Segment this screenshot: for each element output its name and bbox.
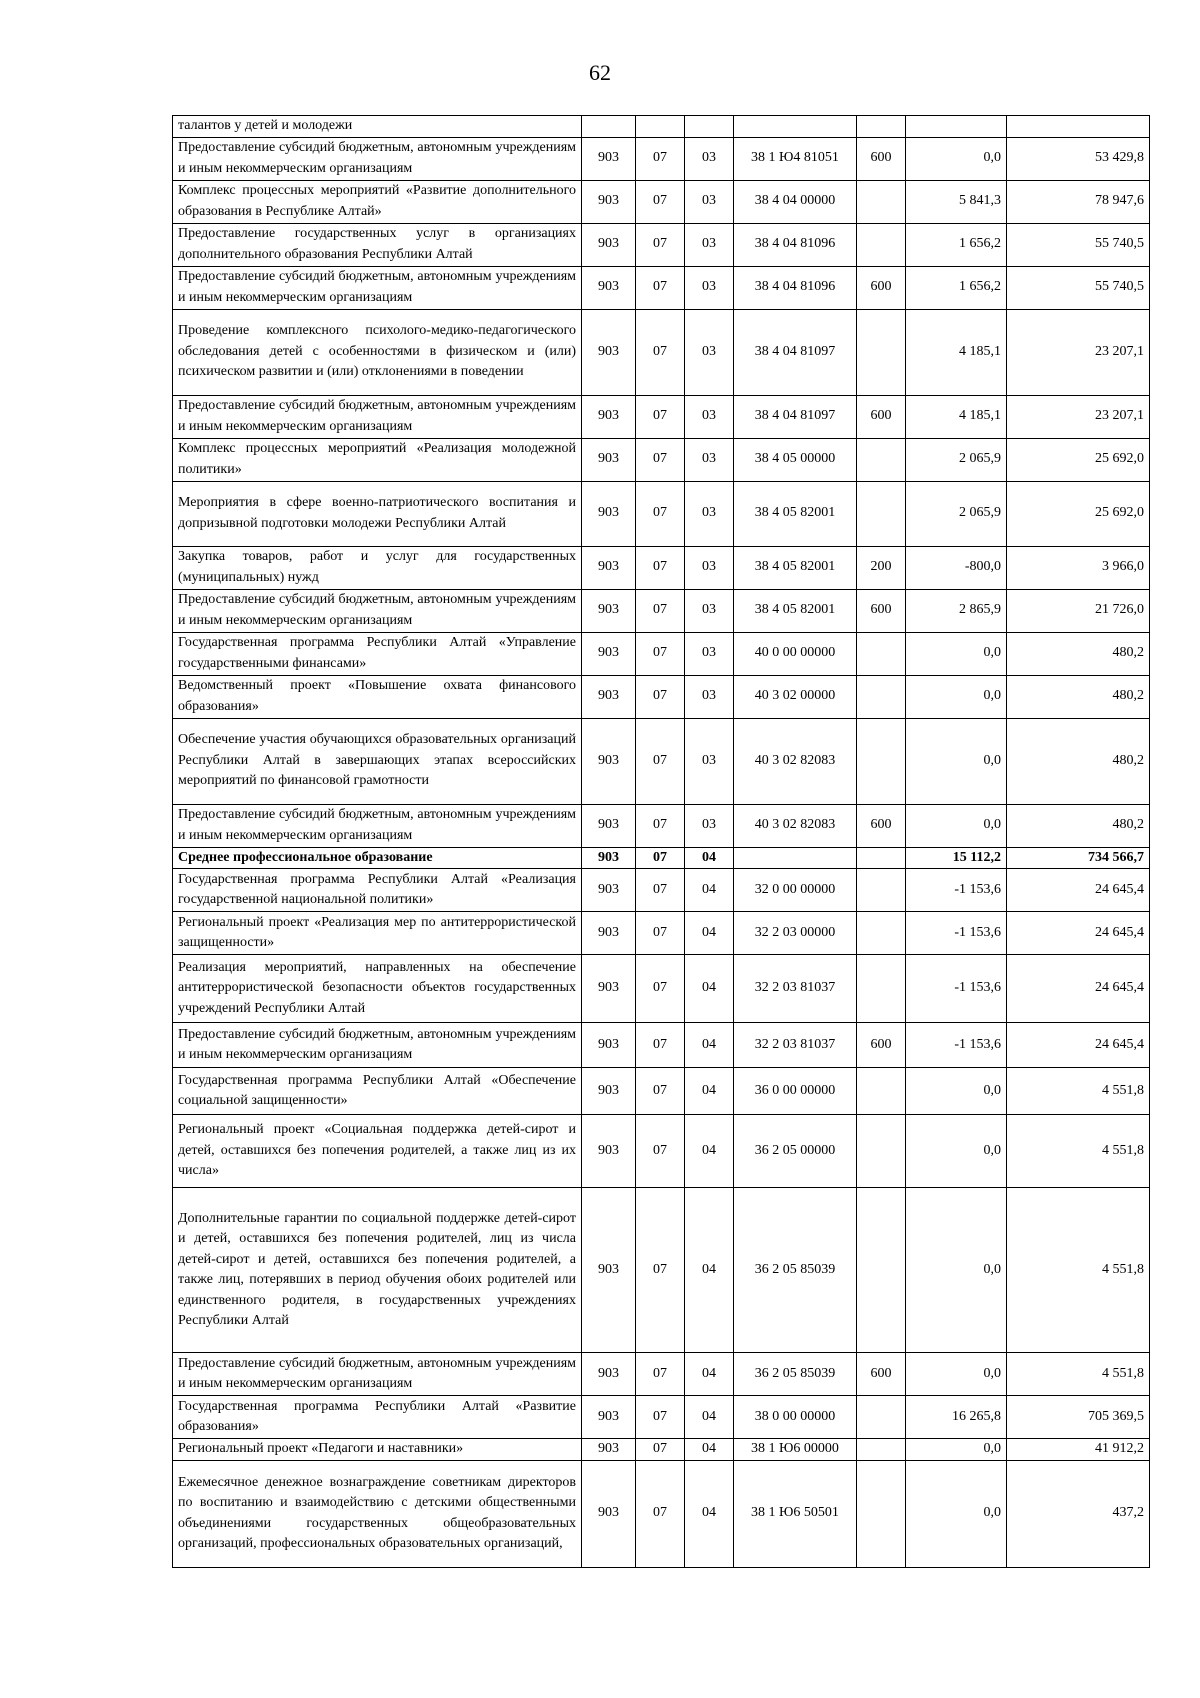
row-target-article bbox=[734, 847, 857, 869]
row-expense-type bbox=[857, 223, 906, 266]
row-target-article: 38 1 Ю4 81051 bbox=[734, 137, 857, 180]
row-target-article: 32 2 03 81037 bbox=[734, 1023, 857, 1068]
row-subsection-code: 03 bbox=[685, 804, 734, 847]
row-target-article: 38 4 04 81096 bbox=[734, 266, 857, 309]
row-change-amount: -1 153,6 bbox=[906, 912, 1007, 955]
row-subsection-code: 03 bbox=[685, 718, 734, 804]
row-section-code: 07 bbox=[636, 1439, 685, 1461]
row-subsection-code: 03 bbox=[685, 309, 734, 395]
row-subsection-code: 03 bbox=[685, 481, 734, 546]
row-expense-type: 600 bbox=[857, 395, 906, 438]
row-name: Предоставление субсидий бюджетным, автономным учреждениям и иным некоммерческим организациям bbox=[173, 1023, 582, 1068]
row-section-code: 07 bbox=[636, 481, 685, 546]
row-change-amount: 4 185,1 bbox=[906, 395, 1007, 438]
row-target-article bbox=[734, 116, 857, 138]
row-subsection-code: 03 bbox=[685, 180, 734, 223]
row-subsection-code: 04 bbox=[685, 1396, 734, 1439]
row-expense-type bbox=[857, 632, 906, 675]
row-change-amount: 2 865,9 bbox=[906, 589, 1007, 632]
row-ved-code: 903 bbox=[582, 1115, 636, 1188]
row-name: Предоставление субсидий бюджетным, автономным учреждениям и иным некоммерческим организациям bbox=[173, 1353, 582, 1396]
row-subsection-code: 04 bbox=[685, 1115, 734, 1188]
row-section-code: 07 bbox=[636, 1068, 685, 1115]
row-subsection-code: 04 bbox=[685, 869, 734, 912]
table-row bbox=[173, 1396, 1150, 1439]
row-expense-type: 600 bbox=[857, 266, 906, 309]
row-ved-code: 903 bbox=[582, 632, 636, 675]
row-total-amount: 3 966,0 bbox=[1007, 546, 1150, 589]
row-change-amount: 5 841,3 bbox=[906, 180, 1007, 223]
row-section-code: 07 bbox=[636, 912, 685, 955]
row-total-amount: 23 207,1 bbox=[1007, 395, 1150, 438]
row-ved-code: 903 bbox=[582, 912, 636, 955]
row-target-article: 38 1 Ю6 50501 bbox=[734, 1460, 857, 1567]
row-target-article: 36 2 05 00000 bbox=[734, 1115, 857, 1188]
row-total-amount: 55 740,5 bbox=[1007, 223, 1150, 266]
row-change-amount: 0,0 bbox=[906, 718, 1007, 804]
row-total-amount: 24 645,4 bbox=[1007, 955, 1150, 1023]
row-change-amount: 0,0 bbox=[906, 1353, 1007, 1396]
budget-table-body bbox=[173, 116, 1150, 1568]
row-change-amount: 0,0 bbox=[906, 1460, 1007, 1567]
row-total-amount: 55 740,5 bbox=[1007, 266, 1150, 309]
row-target-article: 38 4 04 81097 bbox=[734, 395, 857, 438]
row-name: Реализация мероприятий, направленных на обеспечение антитеррористической безопасности объектов государственных учреждений Республики Алтай bbox=[173, 955, 582, 1023]
row-expense-type bbox=[857, 1439, 906, 1461]
row-total-amount: 25 692,0 bbox=[1007, 438, 1150, 481]
row-name: Закупка товаров, работ и услуг для государственных (муниципальных) нужд bbox=[173, 546, 582, 589]
row-section-code: 07 bbox=[636, 632, 685, 675]
row-total-amount: 705 369,5 bbox=[1007, 1396, 1150, 1439]
row-change-amount: 0,0 bbox=[906, 1115, 1007, 1188]
row-expense-type: 600 bbox=[857, 137, 906, 180]
table-row bbox=[173, 266, 1150, 309]
row-ved-code: 903 bbox=[582, 847, 636, 869]
row-subsection-code bbox=[685, 116, 734, 138]
row-expense-type bbox=[857, 847, 906, 869]
row-total-amount: 437,2 bbox=[1007, 1460, 1150, 1567]
table-row bbox=[173, 847, 1150, 869]
row-expense-type bbox=[857, 1115, 906, 1188]
row-section-code: 07 bbox=[636, 804, 685, 847]
row-total-amount: 24 645,4 bbox=[1007, 869, 1150, 912]
row-total-amount: 734 566,7 bbox=[1007, 847, 1150, 869]
row-change-amount: 2 065,9 bbox=[906, 481, 1007, 546]
row-target-article: 38 4 05 82001 bbox=[734, 589, 857, 632]
row-name: Региональный проект «Социальная поддержка детей-сирот и детей, оставшихся без попечения родителей, а также лиц из их числа» bbox=[173, 1115, 582, 1188]
row-name: Государственная программа Республики Алтай «Реализация государственной национальной политики» bbox=[173, 869, 582, 912]
row-total-amount: 4 551,8 bbox=[1007, 1353, 1150, 1396]
row-subsection-code: 04 bbox=[685, 1068, 734, 1115]
table-row bbox=[173, 1068, 1150, 1115]
row-section-code: 07 bbox=[636, 395, 685, 438]
row-total-amount: 41 912,2 bbox=[1007, 1439, 1150, 1461]
row-ved-code: 903 bbox=[582, 137, 636, 180]
row-name: талантов у детей и молодежи bbox=[173, 116, 582, 138]
row-section-code: 07 bbox=[636, 546, 685, 589]
row-total-amount: 480,2 bbox=[1007, 675, 1150, 718]
row-ved-code: 903 bbox=[582, 180, 636, 223]
row-target-article: 40 3 02 82083 bbox=[734, 718, 857, 804]
row-target-article: 32 2 03 81037 bbox=[734, 955, 857, 1023]
row-change-amount: -800,0 bbox=[906, 546, 1007, 589]
row-name: Региональный проект «Педагоги и наставники» bbox=[173, 1439, 582, 1461]
row-total-amount: 78 947,6 bbox=[1007, 180, 1150, 223]
row-name: Комплекс процессных мероприятий «Реализация молодежной политики» bbox=[173, 438, 582, 481]
row-section-code: 07 bbox=[636, 1396, 685, 1439]
row-total-amount: 4 551,8 bbox=[1007, 1068, 1150, 1115]
row-total-amount: 21 726,0 bbox=[1007, 589, 1150, 632]
row-total-amount: 25 692,0 bbox=[1007, 481, 1150, 546]
row-total-amount: 4 551,8 bbox=[1007, 1188, 1150, 1353]
table-row bbox=[173, 1353, 1150, 1396]
row-name: Дополнительные гарантии по социальной поддержке детей-сирот и детей, оставшихся без попечения родителей, лиц из числа детей-сирот и детей, оставшихся без попечения родителей, а также лиц, потерявших в период обучения обоих родителей или единственного родителя, в государственных учреждениях Республики Алтай bbox=[173, 1188, 582, 1353]
row-change-amount: -1 153,6 bbox=[906, 869, 1007, 912]
row-change-amount: 1 656,2 bbox=[906, 266, 1007, 309]
row-target-article: 38 4 04 00000 bbox=[734, 180, 857, 223]
row-ved-code: 903 bbox=[582, 223, 636, 266]
row-total-amount: 480,2 bbox=[1007, 632, 1150, 675]
row-ved-code: 903 bbox=[582, 309, 636, 395]
row-subsection-code: 03 bbox=[685, 137, 734, 180]
row-ved-code: 903 bbox=[582, 1439, 636, 1461]
row-section-code: 07 bbox=[636, 589, 685, 632]
row-name: Ежемесячное денежное вознаграждение советникам директоров по воспитанию и взаимодействию с детскими общественными объединениями государственных общеобразовательных организаций, профессиональных образовательных организаций, bbox=[173, 1460, 582, 1567]
row-section-code: 07 bbox=[636, 1115, 685, 1188]
row-name: Предоставление субсидий бюджетным, автономным учреждениям и иным некоммерческим организациям bbox=[173, 266, 582, 309]
row-section-code: 07 bbox=[636, 869, 685, 912]
row-subsection-code: 03 bbox=[685, 589, 734, 632]
table-row bbox=[173, 1439, 1150, 1461]
table-row bbox=[173, 481, 1150, 546]
table-row bbox=[173, 1023, 1150, 1068]
row-change-amount: 16 265,8 bbox=[906, 1396, 1007, 1439]
table-row bbox=[173, 546, 1150, 589]
row-target-article: 36 2 05 85039 bbox=[734, 1353, 857, 1396]
row-subsection-code: 04 bbox=[685, 1439, 734, 1461]
table-row bbox=[173, 912, 1150, 955]
row-name: Обеспечение участия обучающихся образовательных организаций Республики Алтай в завершающих этапах всероссийских мероприятий по финансовой грамотности bbox=[173, 718, 582, 804]
row-subsection-code: 03 bbox=[685, 438, 734, 481]
budget-table bbox=[172, 115, 1150, 1568]
row-expense-type bbox=[857, 180, 906, 223]
row-ved-code: 903 bbox=[582, 1353, 636, 1396]
row-subsection-code: 04 bbox=[685, 912, 734, 955]
row-section-code: 07 bbox=[636, 1188, 685, 1353]
row-target-article: 32 0 00 00000 bbox=[734, 869, 857, 912]
row-change-amount: 1 656,2 bbox=[906, 223, 1007, 266]
row-ved-code: 903 bbox=[582, 955, 636, 1023]
row-target-article: 38 4 04 81096 bbox=[734, 223, 857, 266]
row-subsection-code: 04 bbox=[685, 1188, 734, 1353]
row-name: Государственная программа Республики Алтай «Обеспечение социальной защищенности» bbox=[173, 1068, 582, 1115]
table-row bbox=[173, 438, 1150, 481]
row-ved-code: 903 bbox=[582, 395, 636, 438]
row-target-article: 38 1 Ю6 00000 bbox=[734, 1439, 857, 1461]
row-name: Предоставление субсидий бюджетным, автономным учреждениям и иным некоммерческим организациям bbox=[173, 137, 582, 180]
row-ved-code: 903 bbox=[582, 1396, 636, 1439]
row-total-amount: 24 645,4 bbox=[1007, 1023, 1150, 1068]
row-ved-code: 903 bbox=[582, 1188, 636, 1353]
row-target-article: 40 0 00 00000 bbox=[734, 632, 857, 675]
table-row bbox=[173, 718, 1150, 804]
row-change-amount: 4 185,1 bbox=[906, 309, 1007, 395]
row-expense-type: 200 bbox=[857, 546, 906, 589]
row-subsection-code: 04 bbox=[685, 847, 734, 869]
row-subsection-code: 03 bbox=[685, 632, 734, 675]
row-name: Мероприятия в сфере военно-патриотического воспитания и допризывной подготовки молодежи Республики Алтай bbox=[173, 481, 582, 546]
row-change-amount bbox=[906, 116, 1007, 138]
row-expense-type: 600 bbox=[857, 804, 906, 847]
row-name: Комплекс процессных мероприятий «Развитие дополнительного образования в Республике Алтай» bbox=[173, 180, 582, 223]
row-ved-code: 903 bbox=[582, 675, 636, 718]
row-change-amount: -1 153,6 bbox=[906, 1023, 1007, 1068]
row-section-code: 07 bbox=[636, 1023, 685, 1068]
table-row bbox=[173, 116, 1150, 138]
row-expense-type bbox=[857, 1068, 906, 1115]
row-expense-type bbox=[857, 675, 906, 718]
row-subsection-code: 04 bbox=[685, 1353, 734, 1396]
row-section-code: 07 bbox=[636, 180, 685, 223]
row-section-code: 07 bbox=[636, 1460, 685, 1567]
row-name: Предоставление государственных услуг в организациях дополнительного образования Республики Алтай bbox=[173, 223, 582, 266]
table-row bbox=[173, 869, 1150, 912]
table-row bbox=[173, 955, 1150, 1023]
row-section-code: 07 bbox=[636, 1353, 685, 1396]
row-expense-type bbox=[857, 1188, 906, 1353]
table-row bbox=[173, 675, 1150, 718]
row-expense-type: 600 bbox=[857, 589, 906, 632]
row-ved-code: 903 bbox=[582, 718, 636, 804]
row-section-code: 07 bbox=[636, 718, 685, 804]
row-target-article: 32 2 03 00000 bbox=[734, 912, 857, 955]
row-change-amount: 0,0 bbox=[906, 675, 1007, 718]
row-total-amount: 24 645,4 bbox=[1007, 912, 1150, 955]
row-ved-code: 903 bbox=[582, 1460, 636, 1567]
table-row bbox=[173, 804, 1150, 847]
row-ved-code: 903 bbox=[582, 1023, 636, 1068]
row-section-code: 07 bbox=[636, 955, 685, 1023]
table-row bbox=[173, 1188, 1150, 1353]
row-subsection-code: 04 bbox=[685, 1460, 734, 1567]
row-expense-type bbox=[857, 912, 906, 955]
row-expense-type bbox=[857, 1396, 906, 1439]
row-ved-code: 903 bbox=[582, 589, 636, 632]
row-subsection-code: 03 bbox=[685, 266, 734, 309]
table-row bbox=[173, 137, 1150, 180]
table-row bbox=[173, 589, 1150, 632]
row-target-article: 36 2 05 85039 bbox=[734, 1188, 857, 1353]
row-expense-type: 600 bbox=[857, 1353, 906, 1396]
row-expense-type bbox=[857, 1460, 906, 1567]
row-section-code: 07 bbox=[636, 309, 685, 395]
row-expense-type bbox=[857, 869, 906, 912]
row-subsection-code: 03 bbox=[685, 546, 734, 589]
row-subsection-code: 03 bbox=[685, 223, 734, 266]
row-section-code: 07 bbox=[636, 223, 685, 266]
row-name: Предоставление субсидий бюджетным, автономным учреждениям и иным некоммерческим организациям bbox=[173, 804, 582, 847]
row-change-amount: -1 153,6 bbox=[906, 955, 1007, 1023]
row-target-article: 38 4 05 82001 bbox=[734, 481, 857, 546]
row-ved-code: 903 bbox=[582, 438, 636, 481]
row-change-amount: 0,0 bbox=[906, 632, 1007, 675]
row-section-code: 07 bbox=[636, 266, 685, 309]
table-row bbox=[173, 180, 1150, 223]
row-expense-type bbox=[857, 438, 906, 481]
row-change-amount: 2 065,9 bbox=[906, 438, 1007, 481]
page-number: 62 bbox=[589, 60, 611, 85]
row-subsection-code: 03 bbox=[685, 675, 734, 718]
row-target-article: 38 0 00 00000 bbox=[734, 1396, 857, 1439]
row-ved-code: 903 bbox=[582, 546, 636, 589]
row-subsection-code: 04 bbox=[685, 955, 734, 1023]
row-ved-code: 903 bbox=[582, 804, 636, 847]
row-name: Среднее профессиональное образование bbox=[173, 847, 582, 869]
row-target-article: 40 3 02 82083 bbox=[734, 804, 857, 847]
row-name: Предоставление субсидий бюджетным, автономным учреждениям и иным некоммерческим организациям bbox=[173, 395, 582, 438]
row-total-amount: 480,2 bbox=[1007, 718, 1150, 804]
row-ved-code: 903 bbox=[582, 869, 636, 912]
row-subsection-code: 04 bbox=[685, 1023, 734, 1068]
row-change-amount: 15 112,2 bbox=[906, 847, 1007, 869]
row-target-article: 36 0 00 00000 bbox=[734, 1068, 857, 1115]
row-total-amount: 4 551,8 bbox=[1007, 1115, 1150, 1188]
row-section-code: 07 bbox=[636, 675, 685, 718]
row-name: Предоставление субсидий бюджетным, автономным учреждениям и иным некоммерческим организациям bbox=[173, 589, 582, 632]
row-name: Региональный проект «Реализация мер по антитеррористической защищенности» bbox=[173, 912, 582, 955]
row-change-amount: 0,0 bbox=[906, 1188, 1007, 1353]
row-expense-type bbox=[857, 309, 906, 395]
row-change-amount: 0,0 bbox=[906, 804, 1007, 847]
row-change-amount: 0,0 bbox=[906, 1068, 1007, 1115]
row-expense-type bbox=[857, 116, 906, 138]
row-expense-type bbox=[857, 718, 906, 804]
row-section-code: 07 bbox=[636, 137, 685, 180]
row-section-code bbox=[636, 116, 685, 138]
row-ved-code: 903 bbox=[582, 266, 636, 309]
row-change-amount: 0,0 bbox=[906, 137, 1007, 180]
table-row bbox=[173, 395, 1150, 438]
row-name: Проведение комплексного психолого-медико-педагогического обследования детей с особенностями в физическом и (или) психическом развитии и (или) отклонениями в поведении bbox=[173, 309, 582, 395]
row-ved-code: 903 bbox=[582, 1068, 636, 1115]
row-section-code: 07 bbox=[636, 438, 685, 481]
table-row bbox=[173, 309, 1150, 395]
row-expense-type bbox=[857, 481, 906, 546]
row-target-article: 40 3 02 00000 bbox=[734, 675, 857, 718]
row-ved-code bbox=[582, 116, 636, 138]
row-total-amount: 53 429,8 bbox=[1007, 137, 1150, 180]
row-total-amount: 23 207,1 bbox=[1007, 309, 1150, 395]
row-change-amount: 0,0 bbox=[906, 1439, 1007, 1461]
row-name: Ведомственный проект «Повышение охвата финансового образования» bbox=[173, 675, 582, 718]
row-subsection-code: 03 bbox=[685, 395, 734, 438]
row-target-article: 38 4 05 00000 bbox=[734, 438, 857, 481]
table-row bbox=[173, 632, 1150, 675]
row-name: Государственная программа Республики Алтай «Развитие образования» bbox=[173, 1396, 582, 1439]
table-row bbox=[173, 223, 1150, 266]
row-section-code: 07 bbox=[636, 847, 685, 869]
row-expense-type bbox=[857, 955, 906, 1023]
row-total-amount bbox=[1007, 116, 1150, 138]
row-target-article: 38 4 04 81097 bbox=[734, 309, 857, 395]
table-row bbox=[173, 1115, 1150, 1188]
row-expense-type: 600 bbox=[857, 1023, 906, 1068]
row-total-amount: 480,2 bbox=[1007, 804, 1150, 847]
row-name: Государственная программа Республики Алтай «Управление государственными финансами» bbox=[173, 632, 582, 675]
table-row bbox=[173, 1460, 1150, 1567]
row-target-article: 38 4 05 82001 bbox=[734, 546, 857, 589]
row-ved-code: 903 bbox=[582, 481, 636, 546]
